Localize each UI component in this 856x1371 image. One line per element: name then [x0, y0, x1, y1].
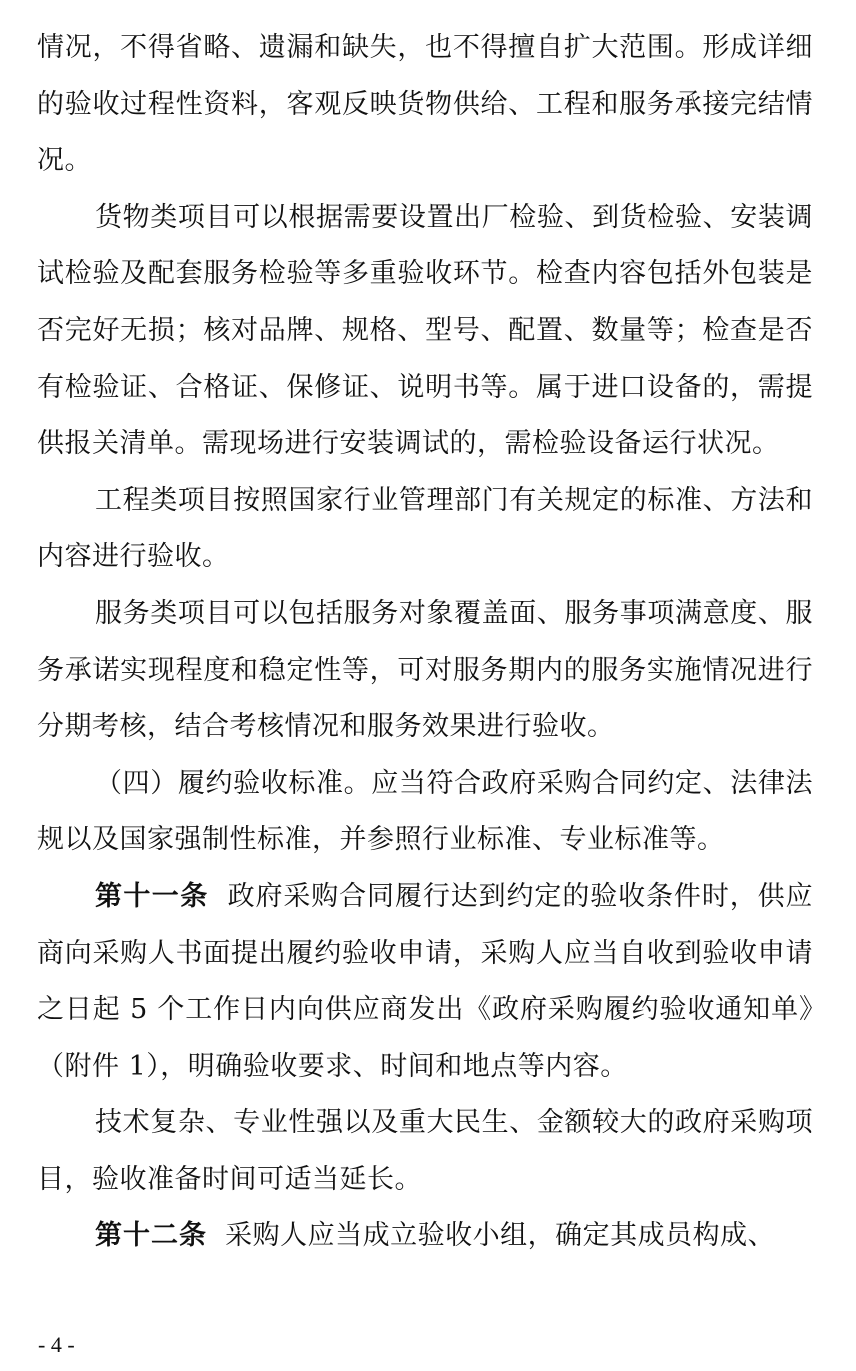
article-eleven-heading: 第十一条	[95, 880, 209, 912]
article-twelve	[37, 1208, 813, 1265]
document-page	[37, 20, 813, 1265]
article-twelve-heading: 第十二条	[95, 1220, 207, 1252]
article-eleven-body: 政府采购合同履行达到约定的验收条件时，供应商向采购人书面提出履约验收申请，采购人应当自收到验收申请之日起 5 个工作日内向供应商发出《政府采购履约验收通知单》（附件 1），明确验收要求、时间和地点等内容。	[37, 880, 814, 1082]
paragraph-preparation-time: 技术复杂、专业性强以及重大民生、金额较大的政府采购项目，验收准备时间可适当延长。	[37, 1107, 813, 1195]
article-eleven	[37, 869, 813, 1095]
paragraph-service-acceptance: 服务类项目可以包括服务对象覆盖面、服务事项满意度、服务承诺实现程度和稳定性等，可对服务期内的服务实施情况进行分期考核，结合考核情况和服务效果进行验收。	[37, 597, 813, 743]
page-number: - 4 -	[38, 1332, 75, 1357]
article-twelve-body: 采购人应当成立验收小组，确定其成员构成、	[225, 1220, 776, 1252]
paragraph-acceptance-standard: （四）履约验收标准。应当符合政府采购合同约定、法律法规以及国家强制性标准，并参照行业标准、专业标准等。	[37, 767, 813, 856]
paragraph-scope-continuation: 情况，不得省略、遗漏和缺失，也不得擅自扩大范围。形成详细的验收过程性资料，客观反映货物供给、工程和服务承接完结情况。	[37, 32, 813, 177]
paragraph-engineering-acceptance: 工程类项目按照国家行业管理部门有关规定的标准、方法和内容进行验收。	[37, 484, 813, 573]
paragraph-goods-acceptance: 货物类项目可以根据需要设置出厂检验、到货检验、安装调试检验及配套服务检验等多重验收环节。检查内容包括外包装是否完好无损；核对品牌、规格、型号、配置、数量等；检查是否有检验证、合格证、保修证、说明书等。属于进口设备的，需提供报关清单。需现场进行安装调试的，需检验设备运行状况。	[37, 201, 813, 460]
